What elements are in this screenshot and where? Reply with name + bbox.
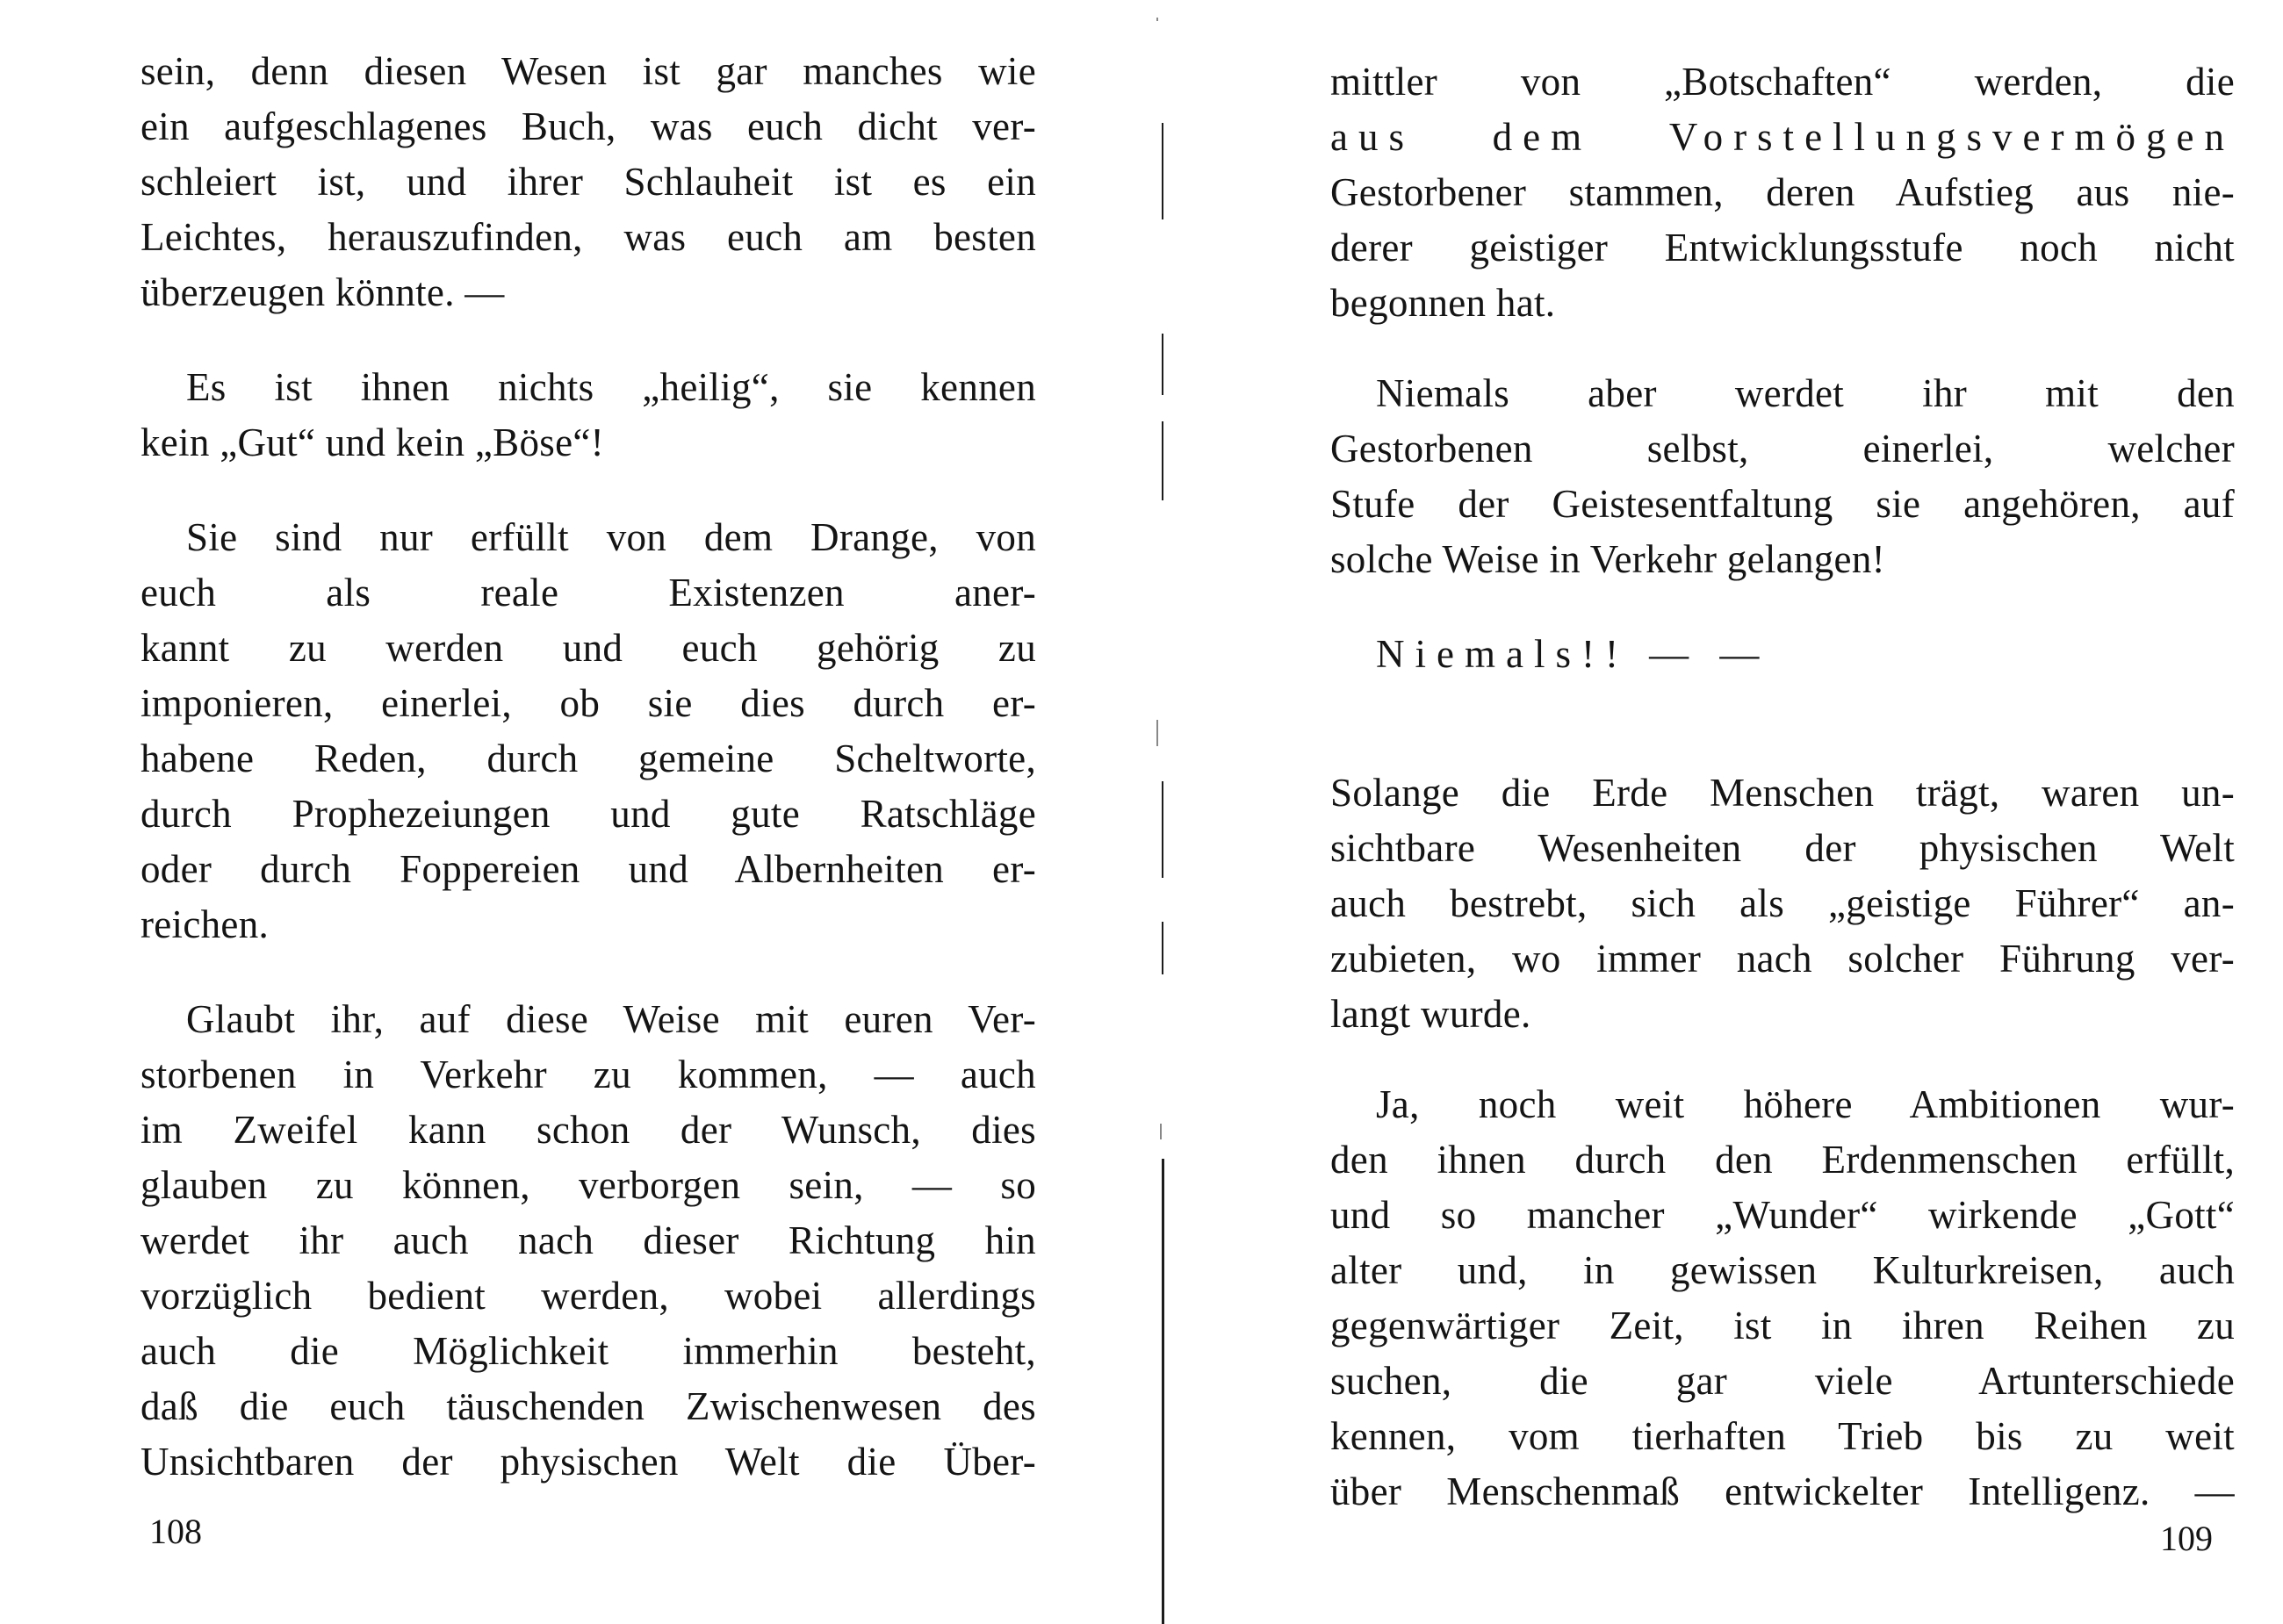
text-line: Gestorbener stammen, deren Aufstieg aus nie- bbox=[1330, 170, 2235, 214]
text-line: aus dem Vorstellungsvermögen bbox=[1330, 115, 2235, 159]
page-number: 108 bbox=[149, 1512, 202, 1551]
right-page-text bbox=[1330, 54, 2235, 1520]
paragraph-1 bbox=[1330, 54, 2235, 331]
paragraph-2 bbox=[140, 360, 1036, 471]
text-line: mittler von „Botschaften“ werden, die bbox=[1330, 60, 2235, 104]
text-line: storbenen in Verkehr zu kommen, — auch bbox=[140, 1053, 1036, 1096]
paragraph-3 bbox=[1330, 627, 2235, 682]
text-line: Stufe der Geistesentfaltung sie angehören, auf bbox=[1330, 482, 2235, 526]
text-line: Niemals!! — — bbox=[1376, 632, 1770, 676]
text-line: werdet ihr auch nach dieser Richtung hin bbox=[140, 1218, 1036, 1262]
paragraph-3 bbox=[140, 510, 1036, 952]
text-line: glauben zu können, verborgen sein, — so bbox=[140, 1163, 1036, 1207]
text-line: Solange die Erde Menschen trägt, waren un- bbox=[1330, 771, 2235, 815]
text-line: zubieten, wo immer nach solcher Führung ver- bbox=[1330, 937, 2235, 981]
text-line: den ihnen durch den Erdenmenschen erfüllt, bbox=[1330, 1138, 2235, 1182]
text-line: durch Prophezeiungen und gute Ratschläge bbox=[140, 792, 1036, 836]
text-line: habene Reden, durch gemeine Scheltworte, bbox=[140, 737, 1036, 780]
text-line: derer geistiger Entwicklungsstufe noch nicht bbox=[1330, 226, 2235, 269]
text-line: kannt zu werden und euch gehörig zu bbox=[140, 626, 1036, 670]
text-line: und so mancher „Wunder“ wirkende „Gott“ bbox=[1330, 1193, 2235, 1237]
paragraph-5 bbox=[1330, 1077, 2235, 1520]
book-gutter bbox=[1146, 0, 1181, 1624]
text-line: daß die euch täuschenden Zwischenwesen des bbox=[140, 1384, 1036, 1428]
text-line: Gestorbenen selbst, einerlei, welcher bbox=[1330, 427, 2235, 471]
text-line: Sie sind nur erfüllt von dem Drange, von bbox=[186, 515, 1036, 559]
paragraph-1 bbox=[140, 44, 1036, 320]
text-line: solche Weise in Verkehr gelangen! bbox=[1330, 537, 1885, 581]
text-line: Ja, noch weit höhere Ambitionen wur- bbox=[1376, 1082, 2235, 1126]
paragraph-4 bbox=[1330, 765, 2235, 1042]
paragraph-4 bbox=[140, 992, 1036, 1490]
paragraph-2 bbox=[1330, 366, 2235, 587]
text-line: Leichtes, herauszufinden, was euch am besten bbox=[140, 215, 1036, 259]
text-line: Niemals aber werdet ihr mit den bbox=[1376, 371, 2235, 415]
text-line: alter und, in gewissen Kulturkreisen, auch bbox=[1330, 1248, 2235, 1292]
left-page-text bbox=[140, 44, 1036, 1490]
text-line: oder durch Foppereien und Albernheiten er- bbox=[140, 847, 1036, 891]
text-line: auch die Möglichkeit immerhin besteht, bbox=[140, 1329, 1036, 1373]
text-line: ein aufgeschlagenes Buch, was euch dicht ver- bbox=[140, 104, 1036, 148]
text-line: gegenwärtiger Zeit, ist in ihren Reihen zu bbox=[1330, 1304, 2235, 1347]
text-line: sein, denn diesen Wesen ist gar manches wie bbox=[140, 49, 1036, 93]
text-line: reichen. bbox=[140, 902, 270, 946]
text-line: schleiert ist, und ihrer Schlauheit ist es ein bbox=[140, 160, 1036, 204]
text-line: kennen, vom tierhaften Trieb bis zu weit bbox=[1330, 1414, 2235, 1458]
text-line: überzeugen könnte. — bbox=[140, 270, 505, 314]
text-line: kein „Gut“ und kein „Böse“! bbox=[140, 420, 604, 464]
text-line: im Zweifel kann schon der Wunsch, dies bbox=[140, 1108, 1036, 1152]
text-line: sichtbare Wesenheiten der physischen Welt bbox=[1330, 826, 2235, 870]
text-line: über Menschenmaß entwickelter Intelligenz. — bbox=[1330, 1470, 2235, 1513]
right-page bbox=[1177, 0, 2283, 1624]
text-line: Glaubt ihr, auf diese Weise mit euren Ver- bbox=[186, 997, 1036, 1041]
text-line: auch bestrebt, sich als „geistige Führer“ an- bbox=[1330, 881, 2235, 925]
text-line: suchen, die gar viele Artunterschiede bbox=[1330, 1359, 2235, 1403]
text-line: Es ist ihnen nichts „heilig“, sie kennen bbox=[186, 365, 1036, 409]
page-number: 109 bbox=[2160, 1519, 2213, 1558]
text-line: vorzüglich bedient werden, wobei allerdings bbox=[140, 1274, 1036, 1318]
text-line: imponieren, einerlei, ob sie dies durch er- bbox=[140, 681, 1036, 725]
text-line: begonnen hat. bbox=[1330, 281, 1556, 325]
text-line: langt wurde. bbox=[1330, 992, 1531, 1036]
text-line: euch als reale Existenzen aner- bbox=[140, 571, 1036, 614]
text-line: Unsichtbaren der physischen Welt die Über- bbox=[140, 1440, 1036, 1484]
